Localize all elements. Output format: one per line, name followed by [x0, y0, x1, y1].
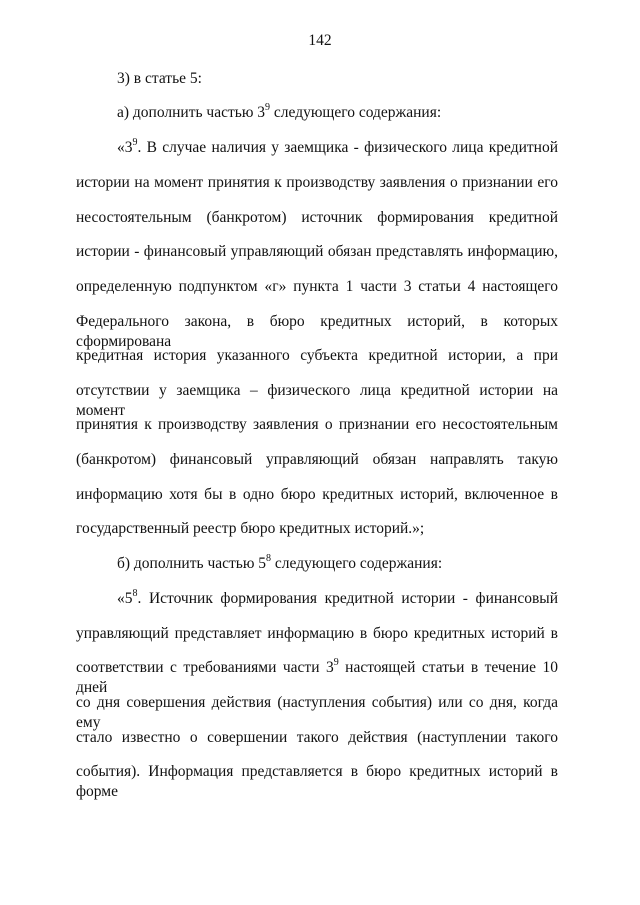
quote-a-line: кредитная история указанного субъекта кредитной истории, а при	[76, 347, 558, 364]
quote-a-open: «3	[117, 139, 133, 156]
section-heading-text: 3) в статье 5:	[117, 70, 202, 87]
quote-b-first-line	[117, 589, 558, 609]
quote-a-line: истории - финансовый управляющий обязан представлять информацию,	[76, 243, 558, 260]
quote-a-line: истории на момент принятия к производству заявления о признании его	[76, 174, 558, 191]
item-b-suffix: следующего содержания:	[271, 555, 443, 572]
quote-b-line3-suffix: настоящей статьи в течение 10 дней	[76, 659, 558, 696]
item-a-prefix: а) дополнить частью 3	[117, 104, 266, 121]
quote-a-superscript: 9	[132, 136, 138, 148]
item-b-prefix: б) дополнить частью 5	[117, 555, 267, 572]
quote-a-line: (банкротом) финансовый управляющий обязан направлять такую	[76, 451, 558, 468]
quote-a-line: Федерального закона, в бюро кредитных историй, в которых сформирована	[76, 313, 558, 350]
quote-a-line: определенную подпунктом «г» пункта 1 части 3 статьи 4 настоящего	[76, 278, 558, 295]
quote-a-first-rest: . В случае наличия у заемщика - физического лица кредитной	[137, 139, 558, 156]
quote-a-first-line	[117, 138, 558, 158]
item-a-intro	[117, 103, 441, 123]
item-a-superscript: 9	[265, 101, 271, 113]
quote-a-line: принятия к производству заявления о признании его несостоятельным	[76, 416, 558, 433]
quote-b-first-rest: . Источник формирования кредитной истории - финансовый	[137, 590, 558, 607]
quote-b-line-with-superscript	[76, 658, 558, 698]
quote-a-line: информацию хотя бы в одно бюро кредитных историй, включенное в	[76, 486, 558, 503]
quote-b-superscript: 8	[132, 587, 138, 599]
quote-b-line: управляющий представляет информацию в бюро кредитных историй в	[76, 625, 558, 642]
quote-b-line: со дня совершения действия (наступления события) или со дня, когда ему	[76, 694, 558, 731]
quote-b-line3-prefix: соответствии с требованиями части 3	[76, 659, 334, 676]
quote-a-line: несостоятельным (банкротом) источник формирования кредитной	[76, 209, 558, 226]
item-b-intro	[117, 554, 442, 574]
item-b-superscript: 8	[266, 552, 272, 564]
quote-b-line: события). Информация представляется в бюро кредитных историй в форме	[76, 763, 558, 800]
quote-a-line: отсутствии у заемщика – физического лица кредитной истории на момент	[76, 382, 558, 419]
quote-b-open: «5	[117, 590, 133, 607]
quote-b-line: стало известно о совершении такого действия (наступлении такого	[76, 729, 558, 746]
section-heading	[117, 69, 202, 89]
page-number: 142	[308, 32, 332, 49]
quote-b-line3-superscript: 9	[333, 656, 339, 668]
quote-a-last-line: государственный реестр бюро кредитных историй.»;	[76, 520, 425, 537]
item-a-suffix: следующего содержания:	[270, 104, 442, 121]
